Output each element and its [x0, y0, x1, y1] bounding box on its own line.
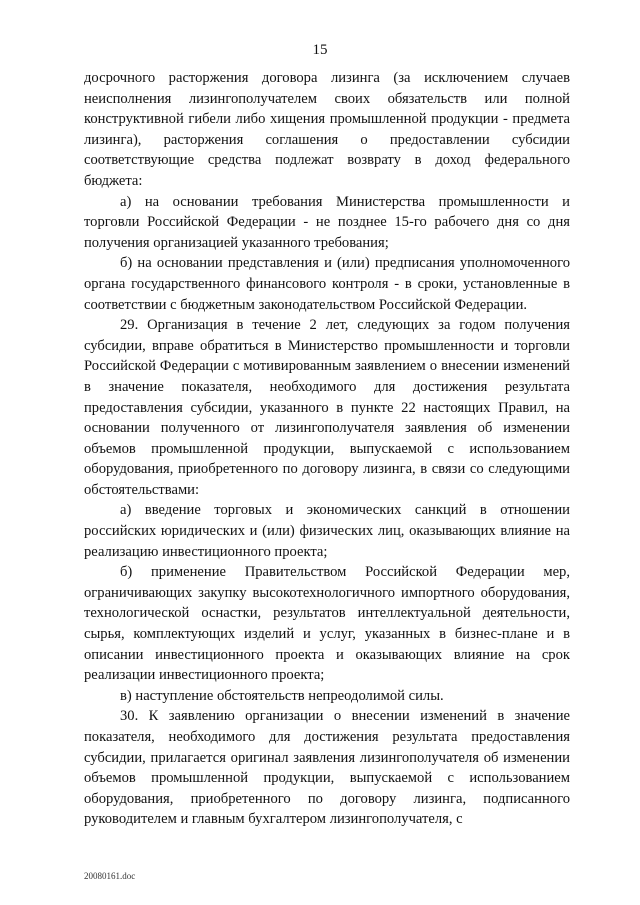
paragraph-clause-29-item-a: а) введение торговых и экономических санкций в отношении российских юридических и (или) физических лиц, оказывающих влияние на реализацию инвестиционного проекта; [84, 502, 570, 560]
paragraph-clause-29: 29. Организация в течение 2 лет, следующих за годом получения субсидии, вправе обратиться в Министерство промышленности и торговли Российской Федерации с мотивированным заявлением о внесении изменений в значение показателя, необходимого для достижения результата предоставления субсидии, указанного в пункте 22 настоящих Правил, на основании полученного от лизингополучателя заявления об изменении объемов промышленной продукции, выпускаемой с использованием оборудования, приобретенного по договору лизинга, в связи со следующими обстоятельствами: [84, 317, 570, 498]
paragraph-item-a: а) на основании требования Министерства промышленности и торговли Российской Федерации - не позднее 15-го рабочего дня со дня получения организацией указанного требования; [84, 193, 570, 251]
document-body [84, 68, 570, 830]
paragraph-continuation: досрочного расторжения договора лизинга (за исключением случаев неисполнения лизингополучателем своих обязательств или полной конструктивной гибели либо хищения промышленной продукции - предмета лизинга), расторжения соглашения о предоставлении субсидии соответствующие средства подлежат возврату в доход федерального бюджета: [84, 70, 570, 189]
page-number: 15 [312, 42, 328, 58]
paragraph-item-b: б) на основании представления и (или) предписания уполномоченного органа государственного финансового контроля - в сроки, установленные в соответствии с бюджетным законодательством Российской Федерации. [84, 255, 570, 313]
footer-filename: 20080161.doc [84, 871, 136, 881]
paragraph-clause-29-item-b: б) применение Правительством Российской Федерации мер, ограничивающих закупку высокотехнологичного импортного оборудования, технологической оснастки, результатов интеллектуальной деятельности, сырья, комплектующих изделий и услуг, указанных в бизнес-плане и в описании инвестиционного проекта и оказывающих влияние на срок реализации инвестиционного проекта; [84, 564, 570, 684]
paragraph-clause-29-item-c: в) наступление обстоятельств непреодолимой силы. [120, 687, 444, 704]
paragraph-clause-30: 30. К заявлению организации о внесении изменений в значение показателя, необходимого для достижения результата предоставления субсидии, прилагается оригинал заявления лизингополучателя об изменении объемов промышленной продукции, выпускаемой с использованием оборудования, приобретенного по договору лизинга, подписанного руководителем и главным бухгалтером лизингополучателя, с [84, 708, 570, 828]
